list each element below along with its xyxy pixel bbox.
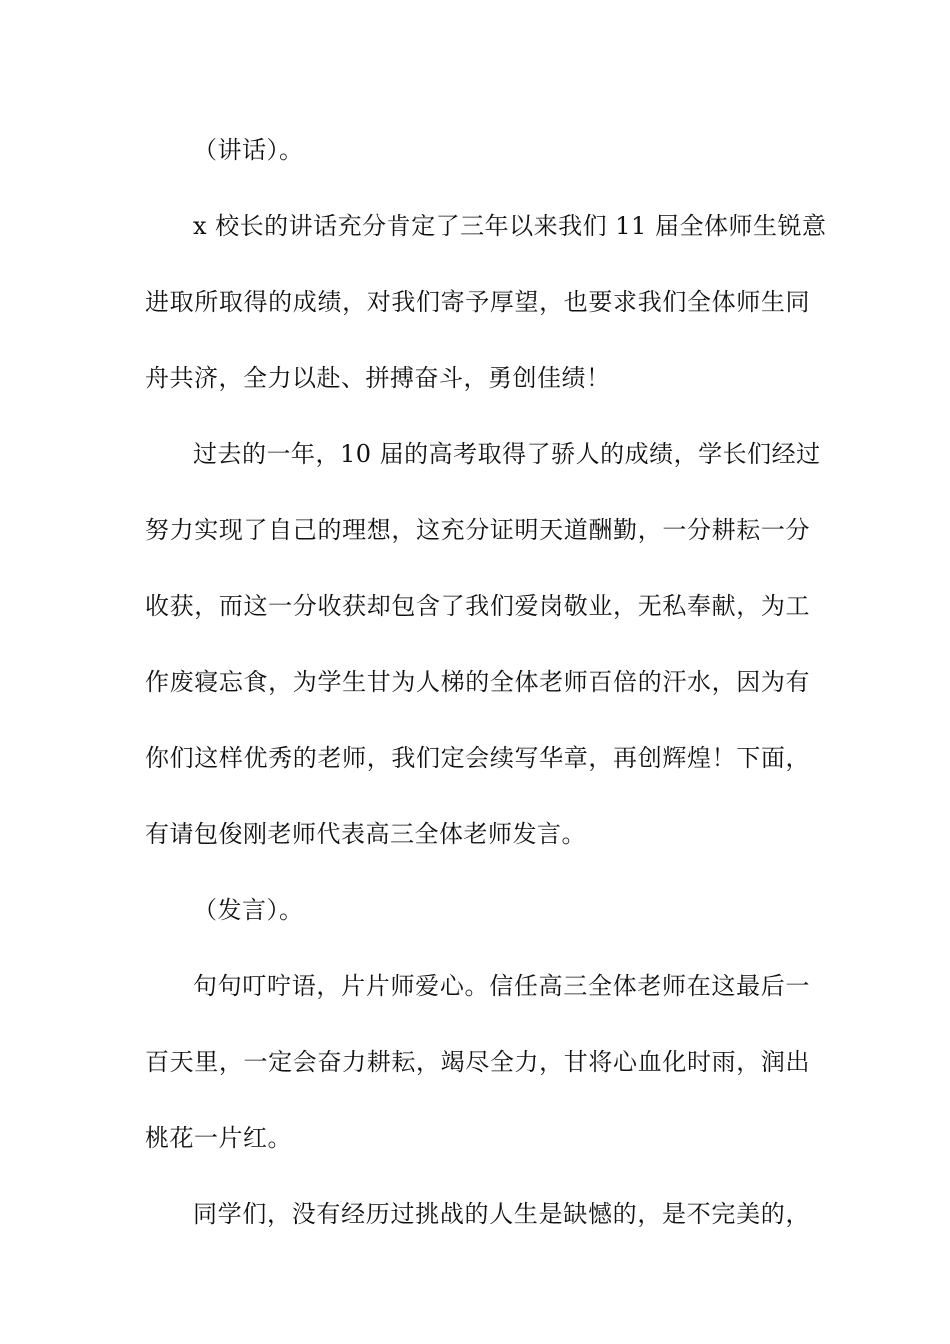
text-line: 收获，而这一分收获却包含了我们爱岗敬业，无私奉献，为工	[145, 592, 810, 620]
text-line: 进取所取得的成绩，对我们寄予厚望，也要求我们全体师生同	[145, 288, 810, 316]
text-line: 你们这样优秀的老师，我们定会续写华章，再创辉煌！下面，	[145, 744, 810, 772]
text-line: 百天里，一定会奋力耕耘，竭尽全力，甘将心血化时雨，润出	[145, 1048, 810, 1076]
text-line: 桃花一片红。	[145, 1124, 292, 1152]
text-line: （讲话）。	[193, 136, 304, 164]
body-text	[145, 126, 827, 1266]
text-line: 同学们，没有经历过挑战的人生是缺憾的，是不完美的，	[193, 1200, 810, 1228]
text-line: 过去的一年，10 届的高考取得了骄人的成绩，学长们经过	[193, 440, 821, 468]
text-line: 句句叮咛语，片片师爱心。信任高三全体老师在这最后一	[193, 972, 810, 1000]
text-line: （发言）。	[193, 896, 304, 924]
text-line: 努力实现了自己的理想，这充分证明天道酬勤，一分耕耘一分	[145, 516, 810, 544]
text-line: 作废寝忘食，为学生甘为人梯的全体老师百倍的汗水，因为有	[145, 668, 810, 696]
text-line: 有请包俊刚老师代表高三全体老师发言。	[145, 820, 586, 848]
text-line: x 校长的讲话充分肯定了三年以来我们 11 届全体师生锐意	[193, 212, 827, 240]
text-line: 舟共济，全力以赴、拼搏奋斗，勇创佳绩！	[145, 364, 611, 392]
